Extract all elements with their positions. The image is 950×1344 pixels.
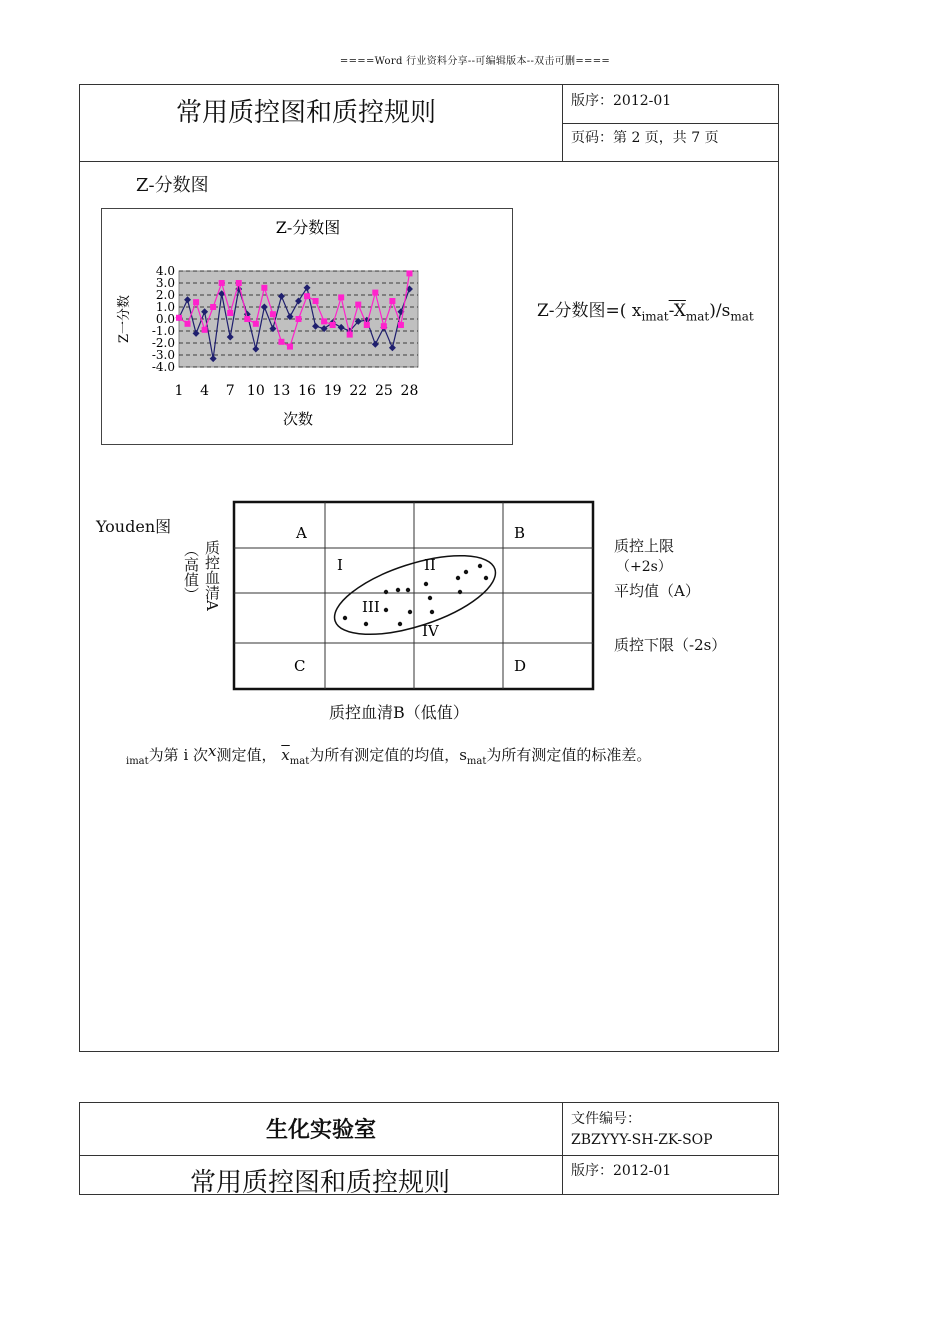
y-tick-label: -1.0 bbox=[151, 324, 175, 338]
youden-point bbox=[384, 608, 388, 612]
note-sub-mat2: mat bbox=[466, 756, 487, 767]
y-tick-label: -3.0 bbox=[151, 348, 175, 362]
x-tick-label: 1 bbox=[174, 383, 184, 399]
youden-right-mean: 平均值（A） bbox=[614, 582, 700, 600]
region-1: I bbox=[337, 556, 343, 574]
youden-right-upper: 质控上限 bbox=[614, 537, 675, 555]
formula-mid: -X bbox=[668, 301, 686, 321]
region-2: II bbox=[424, 556, 436, 574]
footer-title: 常用质控图和质控规则 bbox=[190, 1168, 451, 1198]
page-banner: ====Word 行业资料分享--可编辑版本--双击可删==== bbox=[339, 56, 611, 67]
formula-sub-mat2: mat bbox=[730, 309, 754, 324]
corner-a: A bbox=[296, 524, 307, 542]
chart-x-label: 次数 bbox=[282, 410, 314, 428]
definition-note bbox=[126, 742, 651, 767]
z-section-heading: Z-分数图 bbox=[136, 175, 209, 196]
y-tick-label: -4.0 bbox=[151, 360, 175, 374]
y-tick-label: 0.0 bbox=[155, 312, 175, 326]
footer-hdivider bbox=[79, 1155, 779, 1156]
youden-point bbox=[464, 570, 468, 574]
youden-ellipse bbox=[326, 540, 505, 651]
y-tick-label: -2.0 bbox=[151, 336, 175, 350]
youden-point bbox=[478, 564, 482, 568]
youden-label: Youden图 bbox=[96, 517, 172, 536]
x-tick-label: 19 bbox=[323, 383, 342, 399]
youden-point bbox=[384, 590, 388, 594]
youden-x-label: 质控血清B（低值） bbox=[329, 703, 469, 722]
x-tick-label: 13 bbox=[272, 383, 291, 399]
x-tick-label: 10 bbox=[246, 383, 265, 399]
note-t1: 为第 i 次 bbox=[148, 746, 209, 764]
youden-point bbox=[406, 588, 410, 592]
x-tick-label: 22 bbox=[349, 383, 368, 399]
formula-lead: Z-分数图=( x bbox=[537, 301, 642, 321]
youden-point bbox=[396, 588, 400, 592]
footer-version: 版序：2012-01 bbox=[571, 1163, 672, 1179]
corner-b: B bbox=[514, 524, 526, 542]
note-t2: 测定值， bbox=[216, 746, 277, 764]
corner-c: C bbox=[294, 657, 306, 675]
formula-sub-mat: mat bbox=[685, 309, 710, 324]
region-4: IV bbox=[422, 622, 439, 640]
chart-title: Z-分数图 bbox=[275, 218, 341, 237]
youden-point bbox=[424, 582, 428, 586]
youden-point bbox=[408, 610, 412, 614]
youden-point bbox=[456, 576, 460, 580]
youden-y-label-a: 质控血清A bbox=[203, 540, 221, 611]
note-sub-imat: imat bbox=[126, 756, 149, 767]
x-tick-label: 25 bbox=[374, 383, 393, 399]
note-t3: 为所有测定值的均值，s bbox=[309, 746, 467, 764]
page-title: 常用质控图和质控规则 bbox=[176, 98, 437, 128]
footer-vdivider bbox=[562, 1102, 563, 1195]
note-t4: 为所有测定值的标准差。 bbox=[486, 746, 652, 764]
y-tick-label: 4.0 bbox=[155, 264, 175, 278]
youden-point bbox=[398, 622, 402, 626]
footer-lab-name: 生化实验室 bbox=[266, 1117, 377, 1143]
youden-point bbox=[428, 596, 432, 600]
region-3: III bbox=[362, 598, 380, 616]
footer-file-number: ZBZYYY-SH-ZK-SOP bbox=[571, 1132, 713, 1148]
version-text: 版序：2012-01 bbox=[571, 93, 672, 109]
youden-right-lower: 质控下限（-2s） bbox=[614, 636, 727, 654]
y-tick-label: 1.0 bbox=[155, 300, 175, 314]
note-xbar: $\overline{x}$ bbox=[281, 746, 290, 764]
x-tick-label: 7 bbox=[225, 383, 235, 399]
youden-y-label-b: （高值） bbox=[182, 542, 200, 602]
youden-point bbox=[364, 622, 368, 626]
formula-sub-imat: imat bbox=[641, 309, 669, 324]
x-tick-label: 28 bbox=[400, 383, 419, 399]
page-number-text: 页码：第 2 页，共 7 页 bbox=[571, 130, 719, 146]
chart-y-label: Z一分数 bbox=[117, 294, 132, 344]
x-tick-label: 16 bbox=[298, 383, 316, 399]
y-tick-label: 2.0 bbox=[155, 288, 175, 302]
youden-point bbox=[458, 590, 462, 594]
y-tick-label: 3.0 bbox=[155, 276, 175, 290]
footer-file-label: 文件编号： bbox=[571, 1111, 641, 1127]
corner-d: D bbox=[514, 657, 527, 675]
formula-tail: )/s bbox=[709, 301, 731, 321]
note-x: x bbox=[208, 742, 217, 760]
x-tick-label: 4 bbox=[200, 383, 210, 399]
youden-right-upper2: （+2s） bbox=[616, 559, 672, 575]
youden-point bbox=[430, 610, 434, 614]
youden-point bbox=[484, 576, 488, 580]
youden-point bbox=[343, 616, 347, 620]
note-sub-mat: mat bbox=[289, 756, 310, 767]
